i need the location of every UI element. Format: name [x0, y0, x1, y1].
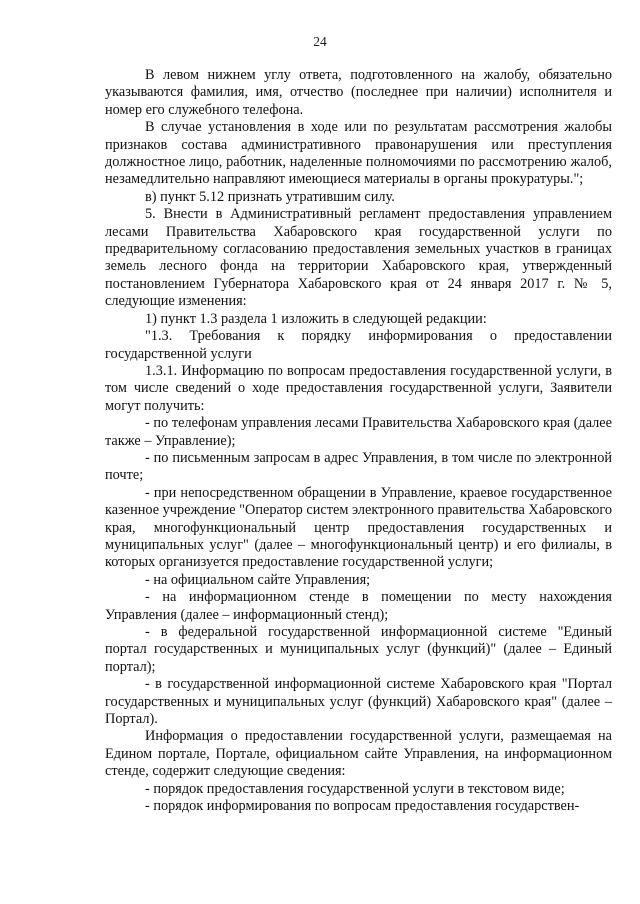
list-item-official-site: - на официальном сайте Управления;: [145, 571, 371, 588]
list-item-procedure-text: - порядок предоставления государственной услуги в текстовом виде;: [145, 780, 565, 797]
list-item-informing-procedure: - порядок информирования по вопросам предоставления государствен-: [145, 798, 580, 815]
paragraph-clause-5-12: в) пункт 5.12 признать утратившим силу.: [145, 188, 395, 205]
list-item-written-requests: - по письменным запросам в адрес Управления, в том числе по электронной почте;: [105, 449, 612, 484]
document-body: [105, 67, 612, 815]
list-item-phone: - по телефонам управления лесами Правительства Хабаровского края (далее также – Управление);: [105, 415, 612, 449]
list-item-info-stand: - на информационном стенде в помещении по месту нахождения Управления (далее – информационный стенд);: [105, 589, 612, 623]
paragraph-response-signature: В левом нижнем углу ответа, подготовленного на жалобу, обязательно указываются фамилия, имя, отчество (последнее при наличии) исполнителя и номер его служебного телефона.: [105, 67, 612, 118]
paragraph-violation-referral: В случае установления в ходе или по результатам рассмотрения жалобы признаков состава административного правонарушения или преступления должностное лицо, работник, наделенные полномочиями по рассмотрению жалоб, незамедлительно направляют имеющиеся материалы в органы прокуратуры.";: [105, 119, 612, 188]
paragraph-section-1-3-heading: "1.3. Требования к порядку информирования о предоставлении государственной услуги: [105, 328, 612, 362]
paragraph-clause-1-3-intro: 1) пункт 1.3 раздела 1 изложить в следующей редакции:: [145, 310, 487, 327]
list-item-regional-portal: - в государственной информационной системе Хабаровского края "Портал государственных и муниципальных услуг (функций) Хабаровского края" (далее – Портал).: [105, 676, 612, 728]
list-item-federal-portal: - в федеральной государственной информационной системе "Единый портал государственных и муниципальных услуг (функций)" (далее – Единый портал);: [105, 624, 612, 675]
paragraph-published-info: Информация о предоставлении государственной услуги, размещаемая на Едином портале, Портале, официальном сайте Управления, на информационном стенде, содержит следующие сведения:: [105, 728, 612, 780]
list-item-direct-contact: - при непосредственном обращении в Управление, краевое государственное казенное учреждение "Оператор систем электронного правительства Хабаровского края, многофункциональный центр предоставления государственных и муниципальных услуг" (далее – многофункциональный центр) и его филиалы, в которых организуется предоставление государственной услуги;: [105, 484, 612, 571]
paragraph-amendment-5: 5. Внести в Административный регламент предоставления управлением лесами Правительства Хабаровского края государственной услуги по предварительному согласованию предоставления земельных участков в границах земель лесного фонда на территории Хабаровского края, утвержденный постановлением Губернатора Хабаровского края от 24 января 2017 г. № 5, следующие изменения:: [105, 206, 612, 310]
paragraph-section-1-3-1: 1.3.1. Информацию по вопросам предоставления государственной услуги, в том числе сведений о ходе предоставления государственной услуги, Заявители могут получить:: [105, 362, 612, 414]
page-number: 24: [313, 34, 327, 49]
